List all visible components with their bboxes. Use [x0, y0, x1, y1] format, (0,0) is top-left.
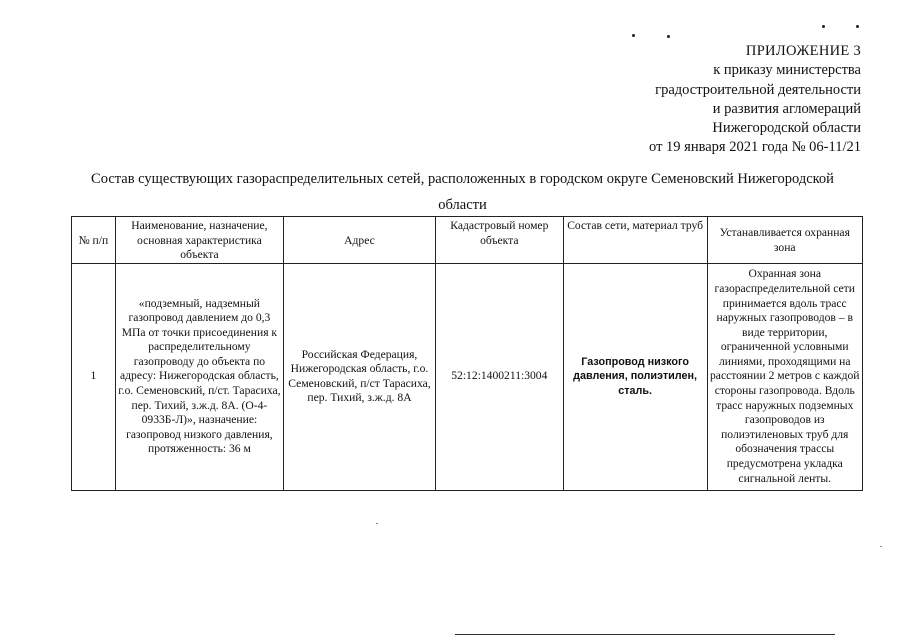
cell-cadastral: 52:12:1400211:3004 — [435, 263, 563, 490]
appendix-date-line: от 19 января 2021 года № 06-11/21 — [649, 139, 861, 156]
table-header-row — [72, 217, 863, 264]
cell-zone: Охранная зона газораспределительной сети принимается вдоль трасс наружных газопроводов – в виде территории, ограниченной условными линиями, проходящими на расстоянии 2 метров с каждой стороны газопровода. Вдоль трасс наружных подземных газопроводов из полиэтиленовых труб для обозначения трассы предусмотрена укладка сигнальной ленты. — [707, 263, 863, 490]
header-cadastral: Кадастровый номер объекта — [435, 217, 563, 264]
cell-name: «подземный, надземный газопровод давлением до 0,3 МПа от точки присоединения к распределительному газопроводу до объекта по адресу: Нижегородская область, г.о. Семеновский, п/ст. Тарасиха, пер. Тихий, з.ж.д. 8А. (О-4-0933Б-Л)», назначение: газопровод низкого давления, протяженность: 36 м — [115, 263, 283, 490]
table-row — [72, 263, 863, 490]
document-title-line: Состав существующих газораспределительных сетей, расположенных в городском округе Семеновский Нижегородской — [91, 171, 834, 187]
header-number: № п/п — [72, 217, 116, 264]
cell-number: 1 — [72, 263, 116, 490]
cell-composition: Газопровод низкого давления, полиэтилен, сталь. — [563, 263, 707, 490]
header-composition: Состав сети, материал труб — [563, 217, 707, 264]
appendix-line: к приказу министерства — [713, 62, 861, 79]
scan-speck — [822, 25, 825, 28]
appendix-block — [649, 42, 861, 158]
header-address: Адрес — [284, 217, 436, 264]
appendix-line: градостроительной деятельности — [655, 81, 861, 98]
gas-networks-table — [71, 216, 863, 491]
header-name: Наименование, назначение, основная характеристика объекта — [115, 217, 283, 264]
scan-speck — [632, 34, 635, 37]
appendix-heading: ПРИЛОЖЕНИЕ 3 — [745, 43, 861, 59]
scan-speck — [856, 25, 859, 28]
cell-address: Российская Федерация, Нижегородская область, г.о. Семеновский, п/ст Тарасиха, пер. Тихий, з.ж.д. 8А — [284, 263, 436, 490]
appendix-line: Нижегородской области — [712, 120, 861, 137]
document-title-line: области — [438, 197, 487, 213]
scan-edge-line — [455, 634, 835, 635]
scan-speck — [376, 523, 378, 524]
document-title — [60, 166, 865, 218]
scan-speck — [880, 546, 882, 547]
scan-speck — [667, 35, 670, 38]
appendix-line: и развития агломераций — [712, 100, 861, 117]
header-zone: Устанавливается охранная зона — [707, 217, 863, 264]
